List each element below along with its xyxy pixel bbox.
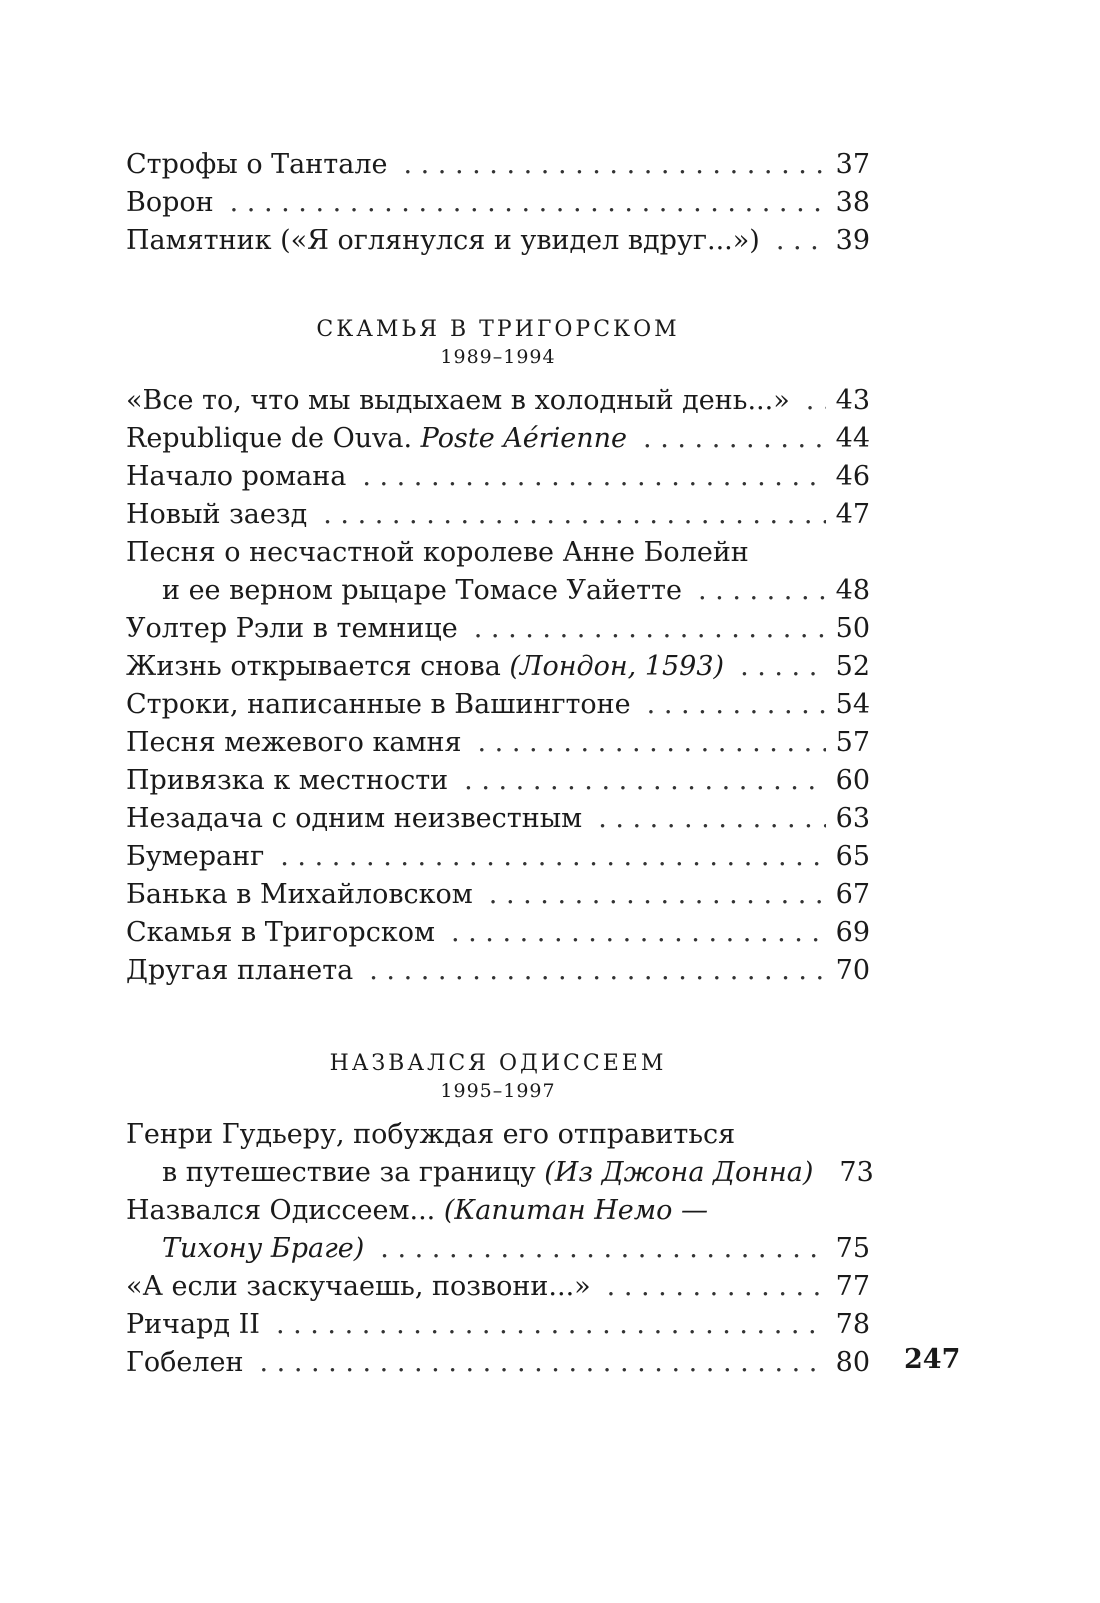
section-title: СКАМЬЯ В ТРИГОРСКОМ (316, 317, 680, 342)
entry-title: Гобелен (126, 1347, 244, 1378)
entry-title: в путешествие за границу (162, 1157, 536, 1188)
entry-page: 60 (835, 765, 870, 796)
toc-entry (126, 876, 870, 914)
entry-page: 37 (835, 149, 870, 180)
dot-leader (489, 876, 826, 914)
toc-entry (126, 1268, 870, 1306)
entry-page: 63 (835, 803, 870, 834)
dot-leader (451, 914, 826, 952)
toc-entry (126, 420, 870, 458)
toc-entry (126, 762, 870, 800)
entry-title-italic: (Лондон, 1593) (509, 651, 725, 682)
toc-entry (126, 1306, 870, 1344)
toc-entry (126, 458, 870, 496)
entry-title-first-line: Песня о несчастной королеве Анне Болейн (126, 537, 749, 568)
entry-title: «А если заскучаешь, позвони...» (126, 1271, 591, 1302)
entry-title-italic: Тихону Браге) (162, 1233, 365, 1264)
entry-title-first-line: Назвался Одиссеем... (126, 1195, 436, 1226)
entry-title: Незадача с одним неизвестным (126, 803, 583, 834)
entry-page: 65 (835, 841, 870, 872)
section-heading (126, 316, 870, 370)
entry-title: Песня межевого камня (126, 727, 462, 758)
toc-entry (126, 648, 870, 686)
entry-page: 50 (835, 613, 870, 644)
section-years: 1989–1994 (440, 346, 556, 368)
dot-leader (740, 648, 826, 686)
dot-leader (806, 382, 826, 420)
entry-page: 69 (835, 917, 870, 948)
toc-entry (126, 534, 870, 610)
entry-title: «Все то, что мы выдыхаем в холодный день...» (126, 385, 790, 416)
entry-title: Ричард II (126, 1309, 260, 1340)
entry-title: Скамья в Тригорском (126, 917, 435, 948)
entry-title: Строфы о Тантале (126, 149, 388, 180)
dot-leader (362, 458, 825, 496)
dot-leader (478, 724, 826, 762)
entry-page: 67 (835, 879, 870, 910)
entry-page: 80 (835, 1347, 870, 1378)
toc-entry (126, 1344, 870, 1382)
toc-entry (126, 838, 870, 876)
entry-page: 78 (835, 1309, 870, 1340)
entry-title: Ворон (126, 187, 214, 218)
entry-page: 54 (835, 689, 870, 720)
section-years: 1995–1997 (440, 1080, 556, 1102)
toc-entry (126, 952, 870, 990)
entry-title: Уолтер Рэли в темнице (126, 613, 458, 644)
dot-leader (230, 184, 826, 222)
entry-title: Привязка к местности (126, 765, 449, 796)
dot-leader (647, 686, 826, 724)
toc-entry (126, 184, 870, 222)
entry-title: и ее верном рыцаре Томасе Уайетте (162, 575, 682, 606)
entry-page: 39 (835, 225, 870, 256)
dot-leader (323, 496, 825, 534)
dot-leader (464, 762, 825, 800)
toc-entry (126, 914, 870, 952)
entry-page: 52 (835, 651, 870, 682)
entry-title: Новый заезд (126, 499, 308, 530)
section-heading (126, 1050, 870, 1104)
entry-title: Банька в Михайловском (126, 879, 473, 910)
entry-title-italic: Poste Aérienne (420, 423, 628, 454)
entry-title: Republique de Ouva. (126, 423, 413, 454)
entry-title: Начало романа (126, 461, 347, 492)
entry-page: 70 (835, 955, 870, 986)
dot-leader (698, 572, 826, 610)
dot-leader (643, 420, 826, 458)
dot-leader (474, 610, 826, 648)
entry-page: 43 (835, 385, 870, 416)
toc-entry (126, 146, 870, 184)
dot-leader (598, 800, 825, 838)
entry-page: 47 (835, 499, 870, 530)
entry-page: 44 (835, 423, 870, 454)
dot-leader (276, 1306, 826, 1344)
toc-entry (126, 610, 870, 648)
page-number: 247 (904, 1344, 961, 1375)
dot-leader (380, 1230, 825, 1268)
dot-leader (280, 838, 825, 876)
table-of-contents (126, 146, 874, 1382)
entry-page: 46 (835, 461, 870, 492)
dot-leader (403, 146, 825, 184)
entry-title: Жизнь открывается снова (126, 651, 501, 682)
toc-entry (126, 1192, 870, 1268)
entry-page: 38 (835, 187, 870, 218)
entry-page: 77 (835, 1271, 870, 1302)
dot-leader (607, 1268, 826, 1306)
toc-entry (126, 686, 870, 724)
entry-title: Строки, написанные в Вашингтоне (126, 689, 631, 720)
toc-entry (126, 800, 870, 838)
toc-entry (126, 496, 870, 534)
entry-page: 73 (839, 1157, 874, 1188)
entry-title-first-line: Генри Гудьеру, побуждая его отправиться (126, 1119, 736, 1150)
entry-page: 48 (835, 575, 870, 606)
dot-leader (369, 952, 825, 990)
entry-title: Бумеранг (126, 841, 265, 872)
entry-title: Другая планета (126, 955, 354, 986)
entry-title: Памятник («Я оглянулся и увидел вдруг...») (126, 225, 760, 256)
section-title: НАЗВАЛСЯ ОДИССЕЕМ (329, 1051, 667, 1076)
toc-entry (126, 222, 870, 260)
toc-entry (126, 724, 870, 762)
entry-title-italic: (Капитан Немо — (443, 1195, 708, 1226)
toc-entry (126, 382, 870, 420)
entry-page: 75 (835, 1233, 870, 1264)
entry-page: 57 (835, 727, 870, 758)
toc-entry (126, 1116, 874, 1192)
entry-title-italic: (Из Джона Донна) (544, 1157, 814, 1188)
dot-leader (776, 222, 826, 260)
dot-leader (260, 1344, 826, 1382)
